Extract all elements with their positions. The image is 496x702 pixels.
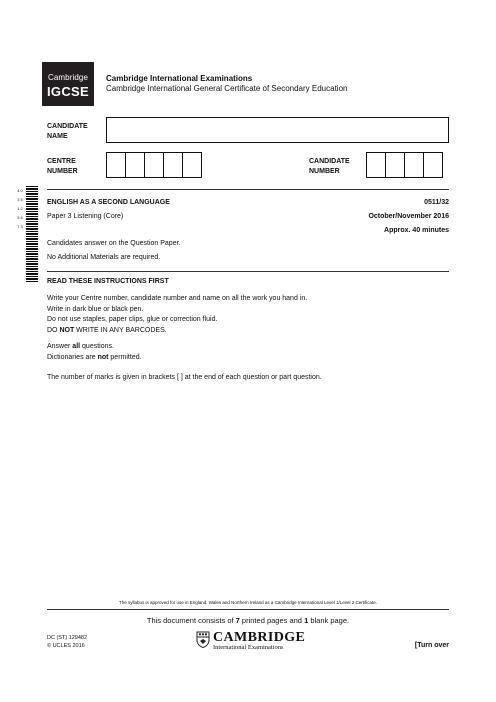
answer-note: Candidates answer on the Question Paper. [47,240,181,247]
cambridge-wordmark: CAMBRIDGE [213,630,306,645]
instruction-line: Write in dark blue or black pen. [47,305,144,313]
instruction-line: Dictionaries are not permitted. [47,353,142,361]
exam-session: October/November 2016 [368,213,449,220]
cambridge-crest-icon [196,631,210,648]
candidate-number-boxes[interactable] [366,152,442,178]
candidate-digit-box[interactable] [423,152,443,178]
instructions-heading: READ THESE INSTRUCTIONS FIRST [47,278,169,285]
candidate-digit-box[interactable] [385,152,405,178]
candidate-number-label: CANDIDATE NUMBER [309,158,350,175]
exam-board-title: Cambridge International Examinations [106,74,253,83]
syllabus-approval-note: The syllabus is approved for use in England, Wales and Northern Ireland as a Cambridge International Level 1/Level 2 Certificate. [119,600,377,605]
instruction-line: Write your Centre number, candidate number and name on all the work you hand in. [47,295,308,302]
candidate-name-label: CANDIDATE NAME [47,123,88,140]
barcode-number: 4 0 3 5 1 2 5 6 7 3 [17,188,23,229]
igcse-logo [42,62,94,106]
cambridge-subtitle: International Examinations [213,644,284,651]
centre-number-label: CENTRE NUMBER [47,158,78,175]
paper-code: 0511/32 [424,199,449,206]
instructions-block [47,294,307,336]
materials-note: No Additional Materials are required. [47,254,161,261]
qualification-title: Cambridge International General Certificate of Secondary Education [106,84,348,93]
paper-title: Paper 3 Listening (Core) [47,213,124,220]
divider [47,189,449,190]
centre-digit-box[interactable] [182,152,202,178]
subject-title: ENGLISH AS A SECOND LANGUAGE [47,199,170,206]
centre-digit-box[interactable] [163,152,183,178]
turn-over-note: [Turn over [414,642,449,649]
instruction-line: Do not use staples, paper clips, glue or correction fluid. [47,316,218,323]
page-count-note: This document consists of 7 printed pages and 1 blank page. [146,616,350,625]
divider [47,271,449,272]
candidate-digit-box[interactable] [366,152,386,178]
exam-duration: Approx. 40 minutes [384,227,449,234]
barcode [26,186,38,282]
instruction-line: DO NOT WRITE IN ANY BARCODES. [47,326,167,334]
candidate-digit-box[interactable] [404,152,424,178]
answer-instructions [47,342,142,363]
centre-number-boxes[interactable] [106,152,201,178]
logo-igcse-text: IGCSE [47,84,89,99]
document-reference: DC (ST) 129482 © UCLES 2016 [47,635,88,649]
divider [47,609,449,610]
centre-digit-box[interactable] [125,152,145,178]
centre-digit-box[interactable] [144,152,164,178]
centre-digit-box[interactable] [106,152,126,178]
instruction-line: Answer all questions. [47,343,114,350]
logo-cambridge-text: Cambridge [47,73,89,82]
marks-note: The number of marks is given in brackets [ ] at the end of each question or part question. [47,374,322,381]
candidate-name-field[interactable] [106,117,449,143]
